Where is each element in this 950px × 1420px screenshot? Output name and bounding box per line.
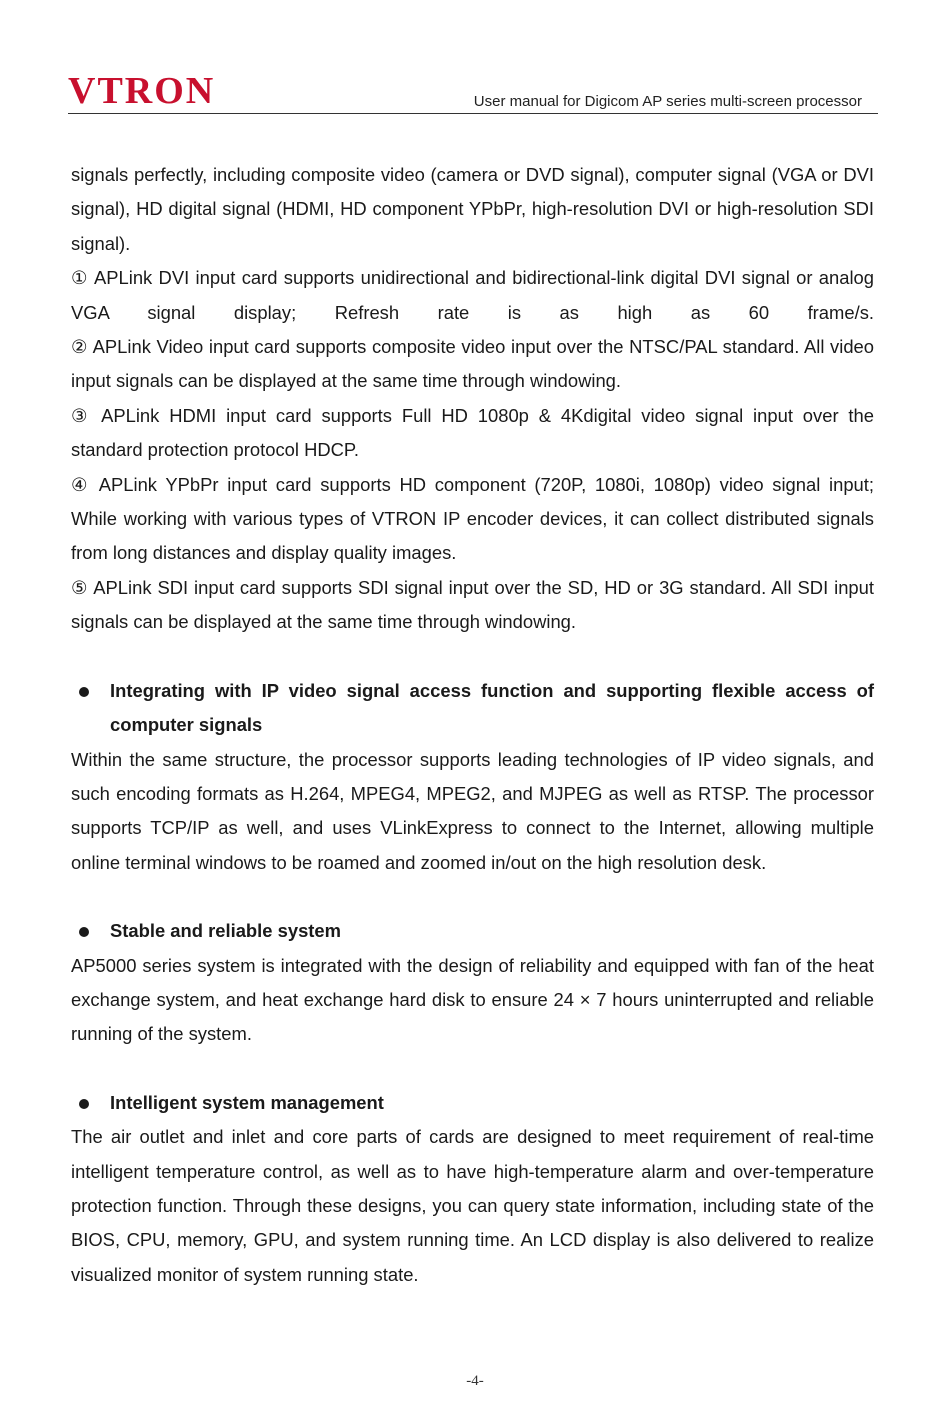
section-heading-text: Intelligent system management	[110, 1091, 384, 1113]
sdi-card-paragraph: ⑤ APLink SDI input card supports SDI signal input over the SD, HD or 3G standard. All SDI input signals can be displayed at the same time through windowing.	[71, 576, 874, 633]
bullet-icon	[79, 927, 89, 937]
vtron-logo: VTRON	[68, 70, 216, 112]
section-body-system-management: The air outlet and inlet and core parts of cards are designed to meet requirement of real-time intelligent temperature control, as well as to have high-temperature alarm and over-temperature protection function. Through these designs, you can query state information, including state of the BIOS, CPU, memory, GPU, and system running time. An LCD display is also delivered to realize visualized monitor of system running state.	[71, 1126, 874, 1285]
dvi-card-paragraph: ① APLink DVI input card supports unidirectional and bidirectional-link digital DVI signal or analog VGA signal display; Refresh rate is as high as 60 frame/s.	[71, 267, 874, 323]
video-card-paragraph: ② APLink Video input card supports composite video input over the NTSC/PAL standard. All video input signals can be displayed at the same time through windowing.	[71, 336, 874, 392]
ypbpr-card-paragraph: ④ APLink YPbPr input card supports HD component (720P, 1080i, 1080p) video signal input; While working with various types of VTRON IP encoder devices, it can collect distributed signals from long distances and display quality images.	[71, 473, 874, 564]
section-heading-system-management	[71, 1086, 874, 1120]
hdmi-card-paragraph: ③ APLink HDMI input card supports Full HD 1080p & 4Kdigital video signal input over the standard protection protocol HDCP.	[71, 404, 874, 461]
bullet-icon	[79, 687, 89, 697]
section-body-ip-video: Within the same structure, the processor supports leading technologies of IP video signals, and such encoding formats as H.264, MPEG4, MPEG2, and MJPEG as well as RTSP. The processor supports TCP/IP as well, and uses VLinkExpress to connect to the Internet, allowing multiple online terminal windows to be roamed and zoomed in/out on the high resolution desk.	[71, 748, 874, 873]
page-body	[71, 158, 874, 1292]
intro-paragraph: signals perfectly, including composite video (camera or DVD signal), computer signal (VGA or DVI signal), HD digital signal (HDMI, HD component YPbPr, high-resolution DVI or high-resolution SDI signal).	[71, 164, 874, 254]
document-title: User manual for Digicom AP series multi-screen processor	[473, 93, 862, 110]
section-heading-text: Stable and reliable system	[110, 920, 342, 942]
section-heading-stable-system	[71, 914, 874, 948]
bullet-icon	[79, 1099, 89, 1109]
header-divider	[68, 113, 878, 114]
section-body-stable-system: AP5000 series system is integrated with the design of reliability and equipped with fan of the heat exchange system, and heat exchange hard disk to ensure 24 × 7 hours uninterrupted and reliable running of the system.	[71, 954, 874, 1045]
page-number: -4-	[466, 1373, 484, 1389]
section-heading-ip-video	[71, 674, 874, 743]
section-heading-text: Integrating with IP video signal access function and supporting flexible access of computer signals	[110, 679, 874, 736]
